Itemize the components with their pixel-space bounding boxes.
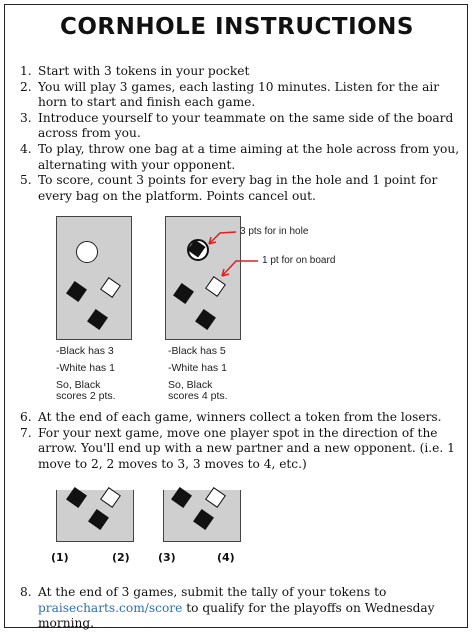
step-text: To score, count 3 points for every bag in the hole and 1 point for every bag on the platform. Points cancel out. <box>38 173 438 203</box>
step-item <box>20 80 460 111</box>
steps-list-a <box>20 64 460 204</box>
caption-line: -Black has 3 <box>56 345 114 357</box>
step-number: 2. <box>20 79 32 94</box>
step-text: You will play 3 games, each lasting 10 minutes. Listen for the air horn to start and finish each game. <box>38 79 440 110</box>
example-board-left <box>56 216 132 340</box>
step-item <box>20 64 460 80</box>
step-number: 3. <box>20 110 32 125</box>
position-label-2: (2) <box>112 551 130 564</box>
white-bag <box>205 487 226 508</box>
caption-line: scores 2 pts. <box>56 390 116 402</box>
step-text: For your next game, move one player spot in the direction of the arrow. You'll end up with a new partner and a new opponent. (i.e. 1 move to 2, 2 moves to 3, 3 moves to 4, etc.) <box>38 425 455 471</box>
position-board-left <box>56 490 134 542</box>
black-bag <box>87 309 108 330</box>
position-board-right <box>163 490 241 542</box>
step-number: 7. <box>20 425 32 440</box>
step-text: At the end of each game, winners collect a token from the losers. <box>38 410 442 424</box>
caption-line: scores 4 pts. <box>168 390 228 402</box>
black-bag <box>88 509 109 530</box>
step-item <box>20 426 460 473</box>
step-text: Introduce yourself to your teammate on the same side of the board across from you. <box>38 110 454 141</box>
score-link[interactable]: praisecharts.com/score <box>38 600 183 615</box>
black-bag <box>171 487 192 508</box>
page-title: CORNHOLE INSTRUCTIONS <box>59 14 414 40</box>
caption-line: -White has 1 <box>56 362 115 374</box>
position-label-3: (3) <box>158 551 176 564</box>
step-item <box>20 111 460 142</box>
black-bag <box>66 487 87 508</box>
caption-line: So, Black <box>56 379 101 391</box>
caption-line: -Black has 5 <box>168 345 226 357</box>
step-text: Start with 3 tokens in your pocket <box>38 64 250 78</box>
step-number: 8. <box>20 585 32 599</box>
step-number: 5. <box>20 173 32 188</box>
step-text <box>38 585 460 632</box>
step-text-before: At the end of 3 games, submit the tally of your tokens to <box>38 585 387 599</box>
step-item <box>20 585 460 632</box>
steps-list-b <box>20 410 460 472</box>
position-label-1: (1) <box>51 551 69 564</box>
caption-line: So, Black <box>168 379 213 391</box>
step-number: 1. <box>20 64 32 78</box>
white-bag <box>100 487 121 508</box>
example-left-caption <box>56 346 116 402</box>
steps-list-c <box>20 585 460 632</box>
black-bag <box>66 281 87 302</box>
caption-line: -White has 1 <box>168 362 227 374</box>
example-right-caption <box>168 346 228 402</box>
step-item <box>20 173 460 204</box>
black-bag <box>173 283 194 304</box>
board-hole <box>76 241 98 263</box>
white-bag <box>100 277 121 298</box>
black-bag <box>195 309 216 330</box>
white-bag <box>205 276 226 297</box>
annotation-hole-points: 3 pts for in hole <box>240 226 309 237</box>
step-text: To play, throw one bag at a time aiming at the hole across from you, alternating with your opponent. <box>38 141 460 172</box>
step-number: 4. <box>20 141 32 156</box>
black-bag <box>193 509 214 530</box>
annotation-board-points: 1 pt for on board <box>262 255 336 266</box>
example-board-right <box>165 216 241 340</box>
step-item <box>20 142 460 173</box>
step-item <box>20 410 460 426</box>
position-label-4: (4) <box>217 551 235 564</box>
step-text-after: to qualify for the playoffs on Wednesday morning. <box>38 600 435 631</box>
step-number: 6. <box>20 410 32 424</box>
